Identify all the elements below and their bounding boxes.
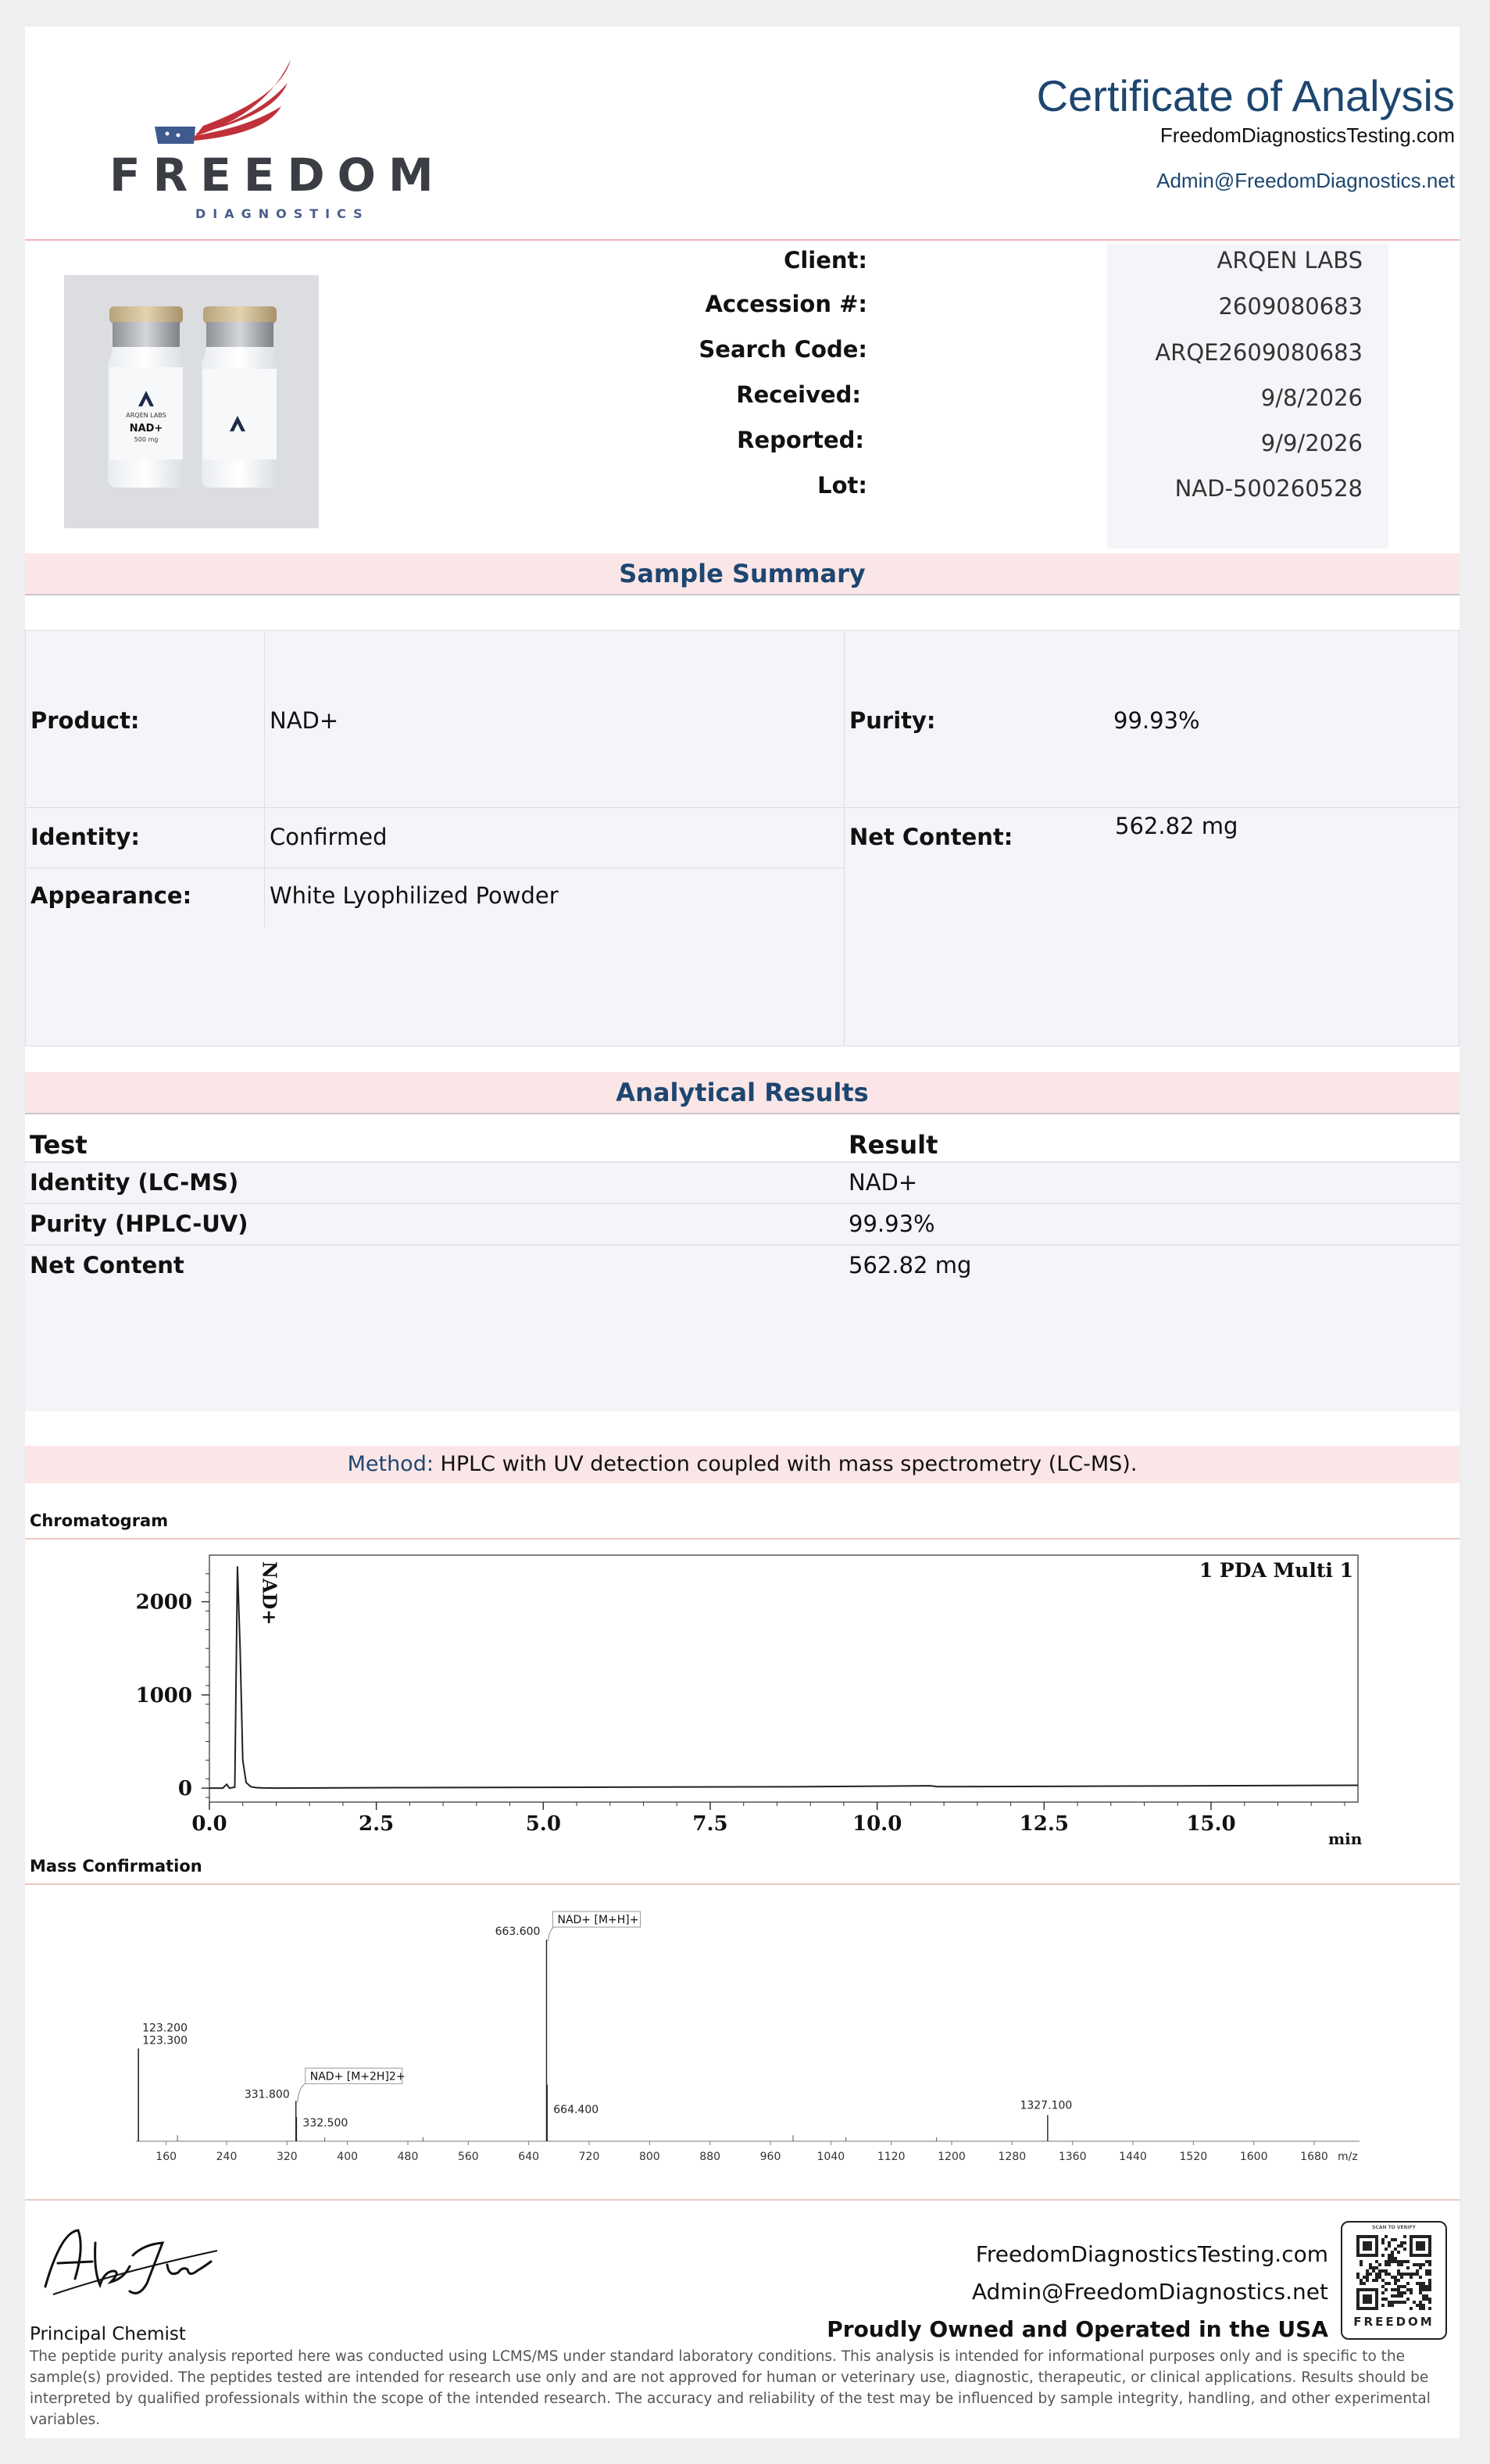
search-code-label: Search Code: (699, 336, 867, 363)
qr-module (1406, 2273, 1410, 2276)
qr-module (1425, 2288, 1428, 2291)
peak-label: NAD+ (258, 1561, 281, 1625)
chromatogram-title: Chromatogram (30, 1511, 169, 1530)
search-code-value: ARQE2609080683 (1155, 339, 1363, 366)
mz-tick-label: 1200 (938, 2151, 966, 2163)
method-text: HPLC with UV detection coupled with mass spectrometry (LC-MS). (440, 1452, 1138, 1476)
test-name: Net Content (30, 1252, 184, 1278)
qr-module (1419, 2263, 1422, 2266)
peak-mz-label: 123.300 (142, 2034, 188, 2047)
qr-module (1394, 2279, 1397, 2282)
mz-tick-label: 640 (518, 2151, 540, 2163)
verification-qr[interactable] (1341, 2221, 1447, 2340)
qr-module (1419, 2304, 1422, 2307)
y-tick-label: 1000 (135, 1683, 192, 1708)
mz-tick-label: 1440 (1119, 2151, 1147, 2163)
qr-module (1394, 2248, 1397, 2251)
x-tick-label: 2.5 (359, 1812, 395, 1836)
qr-module (1422, 2307, 1425, 2310)
qr-module (1428, 2298, 1431, 2301)
qr-module (1397, 2279, 1400, 2282)
appearance-value-cell (264, 867, 845, 928)
qr-module (1388, 2304, 1391, 2307)
qr-module (1406, 2266, 1410, 2269)
annotation-leader (298, 2082, 313, 2102)
purity-value: 99.93% (1113, 707, 1200, 734)
appearance-label: Appearance: (30, 882, 192, 909)
qr-module (1388, 2263, 1391, 2266)
qr-module (1356, 2273, 1360, 2276)
qr-module (1403, 2235, 1406, 2238)
annotation-label: NAD+ [M+2H]2+ (309, 2070, 406, 2083)
qr-module (1403, 2248, 1406, 2251)
qr-module (1385, 2263, 1388, 2266)
signer-title: Principal Chemist (30, 2324, 186, 2344)
mz-tick-label: 880 (699, 2151, 721, 2163)
header-website[interactable]: FreedomDiagnosticsTesting.com (1159, 123, 1455, 147)
qr-module (1425, 2269, 1428, 2273)
qr-module (1381, 2285, 1385, 2288)
qr-module (1422, 2263, 1425, 2266)
reported-value: 9/9/2026 (1260, 430, 1363, 456)
test-name: Purity (HPLC-UV) (30, 1211, 248, 1237)
product-photo (64, 275, 319, 528)
qr-module (1378, 2269, 1381, 2273)
qr-module (1428, 2273, 1431, 2276)
qr-module (1381, 2304, 1385, 2307)
qr-module (1394, 2294, 1397, 2298)
qr-module (1422, 2288, 1425, 2291)
qr-module (1400, 2276, 1403, 2279)
qr-module (1397, 2294, 1400, 2298)
chromatogram-trace (209, 1566, 1358, 1788)
qr-module (1375, 2276, 1378, 2279)
qr-module (1403, 2273, 1406, 2276)
mass-confirmation-title: Mass Confirmation (30, 1857, 202, 1876)
qr-module (1413, 2301, 1416, 2304)
qr-module (1388, 2260, 1391, 2263)
qr-module (1391, 2304, 1394, 2307)
qr-module (1422, 2285, 1425, 2288)
qr-module (1369, 2266, 1372, 2269)
qr-module (1419, 2282, 1422, 2285)
summary-empty-cell (25, 928, 845, 1046)
vial-dose: 500 mg (134, 436, 159, 443)
received-label: Received: (736, 381, 861, 408)
qr-module (1391, 2294, 1394, 2298)
qr-module (1397, 2263, 1400, 2266)
results-header-row (25, 1114, 1460, 1161)
mz-tick-label: 1680 (1300, 2151, 1328, 2163)
qr-module (1360, 2282, 1363, 2285)
net-content-value: 562.82 mg (1115, 813, 1238, 839)
qr-module (1400, 2244, 1403, 2248)
qr-module (1428, 2279, 1431, 2282)
qr-module (1428, 2263, 1431, 2266)
footer-tagline: Proudly Owned and Operated in the USA (827, 2316, 1328, 2342)
test-result: 562.82 mg (849, 1252, 972, 1278)
certificate-page (25, 27, 1460, 2438)
qr-module (1397, 2291, 1400, 2294)
qr-module (1391, 2301, 1394, 2304)
qr-module (1397, 2251, 1400, 2254)
qr-module (1366, 2279, 1369, 2282)
qr-top-label: SCAN TO VERIFY (1372, 2225, 1416, 2230)
qr-module (1425, 2298, 1428, 2301)
qr-module (1406, 2282, 1410, 2285)
qr-module (1422, 2282, 1425, 2285)
flag-wings-icon (86, 44, 383, 153)
vials-illustration (64, 275, 319, 528)
qr-module (1388, 2273, 1391, 2276)
qr-module (1419, 2301, 1422, 2304)
mz-tick-label: 1280 (998, 2151, 1027, 2163)
qr-module (1388, 2244, 1391, 2248)
vial-brand: ARQEN LABS (126, 412, 166, 419)
qr-module (1428, 2269, 1431, 2273)
qr-module (1403, 2241, 1406, 2244)
qr-module (1378, 2263, 1381, 2266)
signature-icon (30, 2216, 233, 2308)
qr-module (1366, 2276, 1369, 2279)
qr-module (1372, 2266, 1375, 2269)
lot-label: Lot: (817, 472, 867, 499)
chromatogram-plot-frame (209, 1555, 1358, 1802)
qr-module (1385, 2235, 1388, 2238)
net-content-cell (844, 807, 1460, 1046)
x-tick-label: 12.5 (1019, 1812, 1069, 1836)
qr-module (1425, 2273, 1428, 2276)
vial-product: NAD+ (129, 423, 163, 435)
test-result: NAD+ (849, 1169, 918, 1196)
qr-bottom-label: FREEDOM (1353, 2315, 1435, 2329)
net-content-label: Net Content: (849, 824, 1013, 850)
qr-module (1360, 2263, 1363, 2266)
y-tick-label: 2000 (135, 1590, 192, 1615)
qr-module (1391, 2238, 1394, 2241)
accession-label: Accession #: (705, 291, 867, 317)
accession-value: 2609080683 (1218, 293, 1363, 320)
company-logo (86, 44, 446, 231)
qr-module (1425, 2294, 1428, 2298)
qr-module (1400, 2301, 1403, 2304)
mz-tick-label: 400 (337, 2151, 359, 2163)
x-tick-label: 7.5 (692, 1812, 728, 1836)
qr-module (1416, 2304, 1419, 2307)
qr-module (1410, 2288, 1413, 2291)
mz-tick-label: 960 (759, 2151, 781, 2163)
chromatogram-chart (25, 1540, 1460, 1852)
peak-mz-label: 1327.100 (1020, 2099, 1073, 2112)
qr-module (1378, 2273, 1381, 2276)
qr-module (1410, 2276, 1413, 2279)
client-label: Client: (784, 247, 867, 274)
mz-tick-label: 1040 (816, 2151, 845, 2163)
lot-value: NAD-500260528 (1174, 475, 1363, 502)
client-value: ARQEN LABS (1217, 247, 1363, 274)
qr-module (1419, 2288, 1422, 2291)
qr-module (1363, 2282, 1366, 2285)
reported-label: Reported: (737, 427, 864, 453)
qr-module (1416, 2263, 1419, 2266)
x-tick-label: 5.0 (525, 1812, 561, 1836)
qr-module (1428, 2260, 1431, 2263)
qr-module (1385, 2288, 1388, 2291)
mz-tick-label: 1120 (877, 2151, 906, 2163)
header-email[interactable]: Admin@FreedomDiagnostics.net (1156, 169, 1455, 192)
mz-tick-label: 240 (216, 2151, 238, 2163)
mz-tick-label: 560 (457, 2151, 479, 2163)
qr-module (1391, 2260, 1394, 2263)
disclaimer-text: The peptide purity analysis reported here was conducted using LCMS/MS under standard laboratory conditions. This analysis is intended for informational purposes only and is specific to the sample(s) provided. The peptides tested are intended for research use only and are not approved for human or veterinary use, diagnostic, therapeutic, or clinical applications. Results should be interpreted by qualified professionals within the scope of the intended research. The accuracy and reliability of the test may be influenced by sample integrity, handling, and other experimental variables. (30, 2348, 1431, 2428)
qr-module (1375, 2279, 1378, 2282)
chromatogram-x-unit: min (1328, 1829, 1363, 1848)
qr-module (1385, 2260, 1388, 2263)
annotation-leader (548, 1926, 560, 1941)
qr-module (1410, 2307, 1413, 2310)
qr-module (1381, 2269, 1385, 2273)
qr-module (1369, 2273, 1372, 2276)
mass-spectrum-chart (25, 1885, 1460, 2221)
peak-mz-label: 331.800 (244, 2088, 290, 2101)
qr-module (1381, 2238, 1385, 2241)
qr-module (1419, 2285, 1422, 2288)
mz-tick-label: 320 (276, 2151, 298, 2163)
qr-module (1406, 2260, 1410, 2263)
qr-module (1400, 2291, 1403, 2294)
mz-tick-label: 160 (155, 2151, 177, 2163)
qr-module (1428, 2285, 1431, 2288)
y-tick-label: 0 (177, 1777, 192, 1801)
qr-module (1419, 2307, 1422, 2310)
qr-module (1406, 2298, 1410, 2301)
qr-module (1394, 2276, 1397, 2279)
qr-module (1397, 2285, 1400, 2288)
x-tick-label: 0.0 (191, 1812, 227, 1836)
appearance-value: White Lyophilized Powder (270, 882, 559, 909)
qr-module (1397, 2288, 1400, 2291)
qr-module (1388, 2241, 1391, 2244)
qr-module (1378, 2276, 1381, 2279)
qr-module (1419, 2276, 1422, 2279)
qr-module (1400, 2285, 1403, 2288)
mz-tick-label: 1600 (1239, 2151, 1268, 2163)
qr-module (1381, 2254, 1385, 2257)
peak-mz-label: 663.600 (495, 1926, 541, 1938)
received-value: 9/8/2026 (1260, 384, 1363, 411)
qr-module (1360, 2279, 1363, 2282)
product-label-cell (25, 630, 265, 808)
qr-module (1381, 2241, 1385, 2244)
qr-module (1428, 2301, 1431, 2304)
qr-module (1366, 2269, 1369, 2273)
qr-module (1385, 2269, 1388, 2273)
qr-module (1360, 2260, 1363, 2263)
document-title: Certificate of Analysis (1036, 71, 1455, 120)
qr-module (1403, 2291, 1406, 2294)
qr-module (1385, 2273, 1388, 2276)
qr-module (1425, 2260, 1428, 2263)
qr-module (1394, 2238, 1397, 2241)
logo-name: FREEDOM (109, 148, 446, 202)
qr-module (1400, 2260, 1403, 2263)
qr-module (1397, 2260, 1400, 2263)
qr-module (1425, 2285, 1428, 2288)
col-test-header: Test (30, 1130, 88, 1160)
qr-module (1400, 2263, 1403, 2266)
mz-tick-label: 1360 (1058, 2151, 1087, 2163)
x-tick-label: 10.0 (852, 1812, 902, 1836)
qr-module (1369, 2263, 1372, 2266)
product-label: Product: (30, 707, 140, 734)
col-result-header: Result (849, 1130, 938, 1160)
qr-module (1406, 2288, 1410, 2291)
qr-module (1372, 2279, 1375, 2282)
qr-module (1400, 2273, 1403, 2276)
qr-module (1403, 2301, 1406, 2304)
footer-email[interactable]: Admin@FreedomDiagnostics.net (971, 2279, 1328, 2305)
qr-code-icon (1356, 2235, 1431, 2310)
mass-x-unit: m/z (1338, 2151, 1358, 2163)
qr-module (1391, 2257, 1394, 2260)
qr-module (1394, 2301, 1397, 2304)
qr-module (1372, 2269, 1375, 2273)
appearance-label-cell (25, 867, 265, 928)
test-name: Identity (LC-MS) (30, 1169, 239, 1196)
x-tick-label: 15.0 (1186, 1812, 1236, 1836)
peak-mz-label: 664.400 (553, 2103, 599, 2116)
qr-module (1416, 2273, 1419, 2276)
qr-module (1388, 2257, 1391, 2260)
qr-module (1385, 2282, 1388, 2285)
logo-tagline: DIAGNOSTICS (195, 206, 370, 221)
qr-module (1400, 2294, 1403, 2298)
qr-module (1391, 2251, 1394, 2254)
table-row (25, 1203, 1460, 1246)
qr-module (1388, 2282, 1391, 2285)
qr-module (1422, 2294, 1425, 2298)
qr-module (1394, 2257, 1397, 2260)
qr-module (1375, 2273, 1378, 2276)
table-row (25, 1244, 1460, 1402)
purity-cell (844, 630, 1460, 808)
mz-tick-label: 800 (638, 2151, 660, 2163)
qr-module (1394, 2260, 1397, 2263)
product-value-cell (264, 630, 845, 808)
qr-module (1422, 2298, 1425, 2301)
product-value: NAD+ (270, 707, 339, 734)
qr-module (1419, 2266, 1422, 2269)
qr-module (1388, 2301, 1391, 2304)
identity-label: Identity: (30, 824, 141, 850)
analytical-results-heading: Analytical Results (25, 1072, 1460, 1114)
qr-module (1394, 2288, 1397, 2291)
method-band (25, 1446, 1460, 1483)
qr-module (1428, 2282, 1431, 2285)
qr-module (1385, 2298, 1388, 2301)
qr-module (1419, 2291, 1422, 2294)
qr-module (1356, 2276, 1360, 2279)
qr-module (1416, 2282, 1419, 2285)
identity-value-cell (264, 807, 845, 868)
qr-module (1363, 2276, 1366, 2279)
qr-module (1413, 2263, 1416, 2266)
qr-module (1397, 2273, 1400, 2276)
qr-module (1410, 2273, 1413, 2276)
qr-module (1413, 2273, 1416, 2276)
annotation-label: NAD+ [M+H]+ (557, 1914, 639, 1926)
qr-module (1410, 2291, 1413, 2294)
peak-mz-label: 123.200 (142, 2022, 188, 2035)
qr-module (1394, 2282, 1397, 2285)
test-result: 99.93% (849, 1211, 935, 1237)
qr-module (1403, 2285, 1406, 2288)
table-row (25, 1161, 1460, 1204)
qr-module (1403, 2260, 1406, 2263)
qr-module (1375, 2260, 1378, 2263)
sample-summary-heading: Sample Summary (25, 553, 1460, 595)
qr-module (1400, 2241, 1403, 2244)
method-label: Method: (347, 1452, 434, 1476)
qr-module (1391, 2254, 1394, 2257)
peak-mz-label: 332.500 (302, 2117, 348, 2130)
qr-module (1397, 2269, 1400, 2273)
qr-module (1416, 2269, 1419, 2273)
qr-module (1366, 2273, 1369, 2276)
qr-module (1381, 2279, 1385, 2282)
signature-image (30, 2216, 233, 2308)
qr-module (1428, 2307, 1431, 2310)
mz-tick-label: 1520 (1179, 2151, 1208, 2163)
qr-module (1397, 2244, 1400, 2248)
qr-module (1381, 2298, 1385, 2301)
qr-module (1375, 2266, 1378, 2269)
results-table (25, 1114, 1460, 1411)
qr-module (1391, 2288, 1394, 2291)
chromatogram-legend: 1 PDA Multi 1 (1199, 1559, 1353, 1582)
footer-website[interactable]: FreedomDiagnosticsTesting.com (975, 2241, 1328, 2267)
qr-module (1388, 2254, 1391, 2257)
qr-module (1391, 2276, 1394, 2279)
qr-module (1385, 2248, 1388, 2251)
purity-label: Purity: (849, 707, 936, 734)
qr-module (1422, 2304, 1425, 2307)
identity-label-cell (25, 807, 265, 868)
qr-module (1381, 2291, 1385, 2294)
mz-tick-label: 720 (578, 2151, 600, 2163)
identity-value: Confirmed (270, 824, 388, 850)
mz-tick-label: 480 (397, 2151, 419, 2163)
qr-module (1428, 2288, 1431, 2291)
qr-module (1397, 2301, 1400, 2304)
